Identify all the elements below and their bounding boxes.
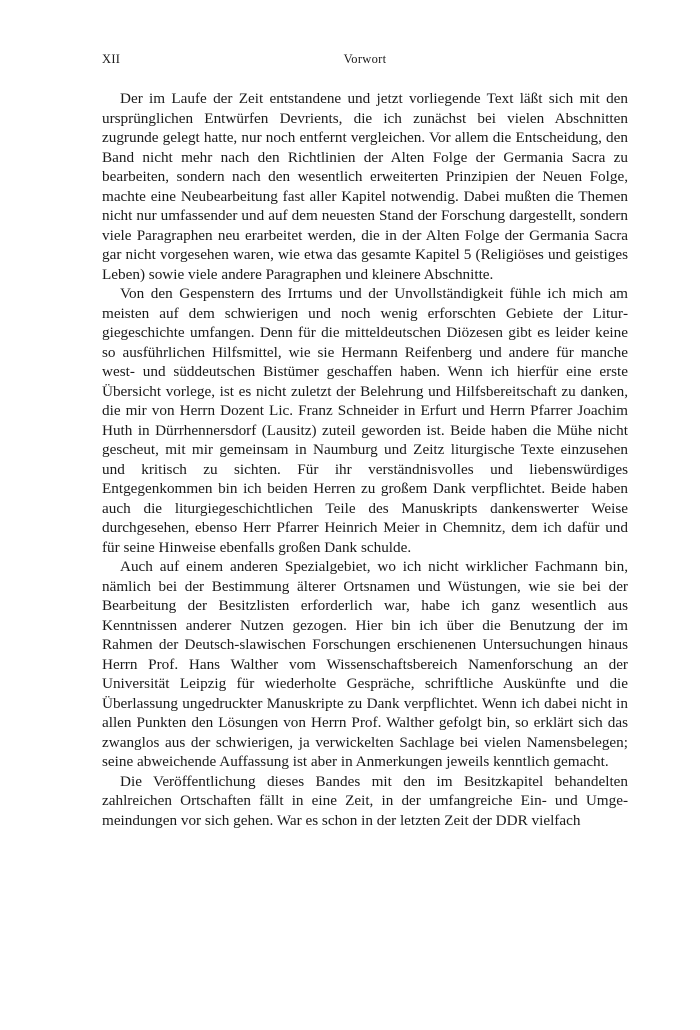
running-title: Vorwort bbox=[343, 52, 387, 66]
paragraph: Auch auf einem anderen Spezialgebiet, wo ich nicht wirklicher Fachmann bin, nämlich bei der Bestimmung älterer Ortsnamen und Wüstungen, wie sie bei der Bearbeitung der Besitzlisten erforderlich war, habe ich ganz wesentlich aus Kenntnissen anderer Nutzen gezogen. Hier bin ich über die Benutzung der im Rahmen der Deutsch-slawischen Forschungen erschienenen Untersuchungen hinaus Herrn Prof. Hans Walther vom Wissenschaftsbereich Namenforschung an der Universität Leipzig für wiederholte Gespräche, schriftliche Auskünfte und die Überlassung ungedruckter Manuskripte zu Dank verpflichtet. Wenn ich dabei nicht in allen Punkten den Lösungen von Herrn Prof. Walther gefolgt bin, so erklärt sich das zwanglos aus der schwierigen, ja verwickelten Sachlage bei vielen Namensbelegen; seine abweichende Auffassung ist aber in Anmerkungen jeweils kenntlich gemacht. bbox=[102, 558, 628, 770]
paragraph: Die Veröffentlichung dieses Bandes mit den im Besitzkapitel behandelten zahlreichen Ortschaften fällt in eine Zeit, in der umfangreiche Ein- und Umgemeindungen vor sich gehen. War es schon in der letzten Zeit der DDR vielfach bbox=[102, 772, 628, 829]
paragraph: Der im Laufe der Zeit entstandene und jetzt vorliegende Text läßt sich mit den ursprünglichen Entwürfen Devrients, die ich zunächst bei vielen Abschnitten zugrunde gelegt hatte, nur noch entfernt vergleichen. Vor allem die Entscheidung, den Band nicht mehr nach den Richtlinien der Alten Folge der Germania Sacra zu bearbeiten, sondern nach den wesentlich erweiterten Prinzipien der Neuen Folge, machte eine Neubearbeitung fast aller Kapitel notwendig. Dabei mußten die Themen nicht nur umfassender und auf dem neuesten Stand der Forschung dargestellt, sondern viele Paragraphen neu erarbeitet werden, die in der Alten Folge der Germania Sacra gar nicht vorgesehen waren, wie etwa das gesamte Kapitel 5 (Religiöses und geistiges Leben) sowie viele andere Paragraphen und kleinere Abschnitte. bbox=[102, 90, 628, 283]
document-page bbox=[102, 0, 628, 830]
body-text bbox=[102, 89, 628, 830]
page-number: XII bbox=[102, 52, 121, 66]
running-head bbox=[102, 52, 628, 72]
paragraph: Von den Gespenstern des Irrtums und der Unvollständigkeit fühle ich mich am meisten auf dem schwierigen und noch wenig erforschten Gebiete der Liturgiegeschichte umfangen. Denn für die mitteldeutschen Diözesen gibt es leider keine so ausführlichen Hilfsmittel, wie sie Hermann Reifenberg und andere für manche west- und süddeutschen Bistümer geschaffen haben. Wenn ich hierfür eine erste Übersicht vorlege, ist es nicht zuletzt der Belehrung und Hilfsbereitschaft zu danken, die mir von Herrn Dozent Lic. Franz Schneider in Erfurt und Herrn Pfarrer Joachim Huth in Dürrhennersdorf (Lausitz) zuteil geworden ist. Beide haben die Mühe nicht gescheut, mit mir gemeinsam in Naumburg und Zeitz liturgische Texte einzusehen und kritisch zu sichten. Für ihr verständnisvolles und liebenswürdiges Entgegenkommen bin ich beiden Herren zu großem Dank verpflichtet. Beide haben auch die liturgiegeschichtlichen Teile des Manuskripts dankenswerter Weise durchgesehen, ebenso Herr Pfarrer Heinrich Meier in Chemnitz, dem ich dafür und für seine Hinweise ebenfalls großen Dank schulde. bbox=[102, 285, 628, 556]
